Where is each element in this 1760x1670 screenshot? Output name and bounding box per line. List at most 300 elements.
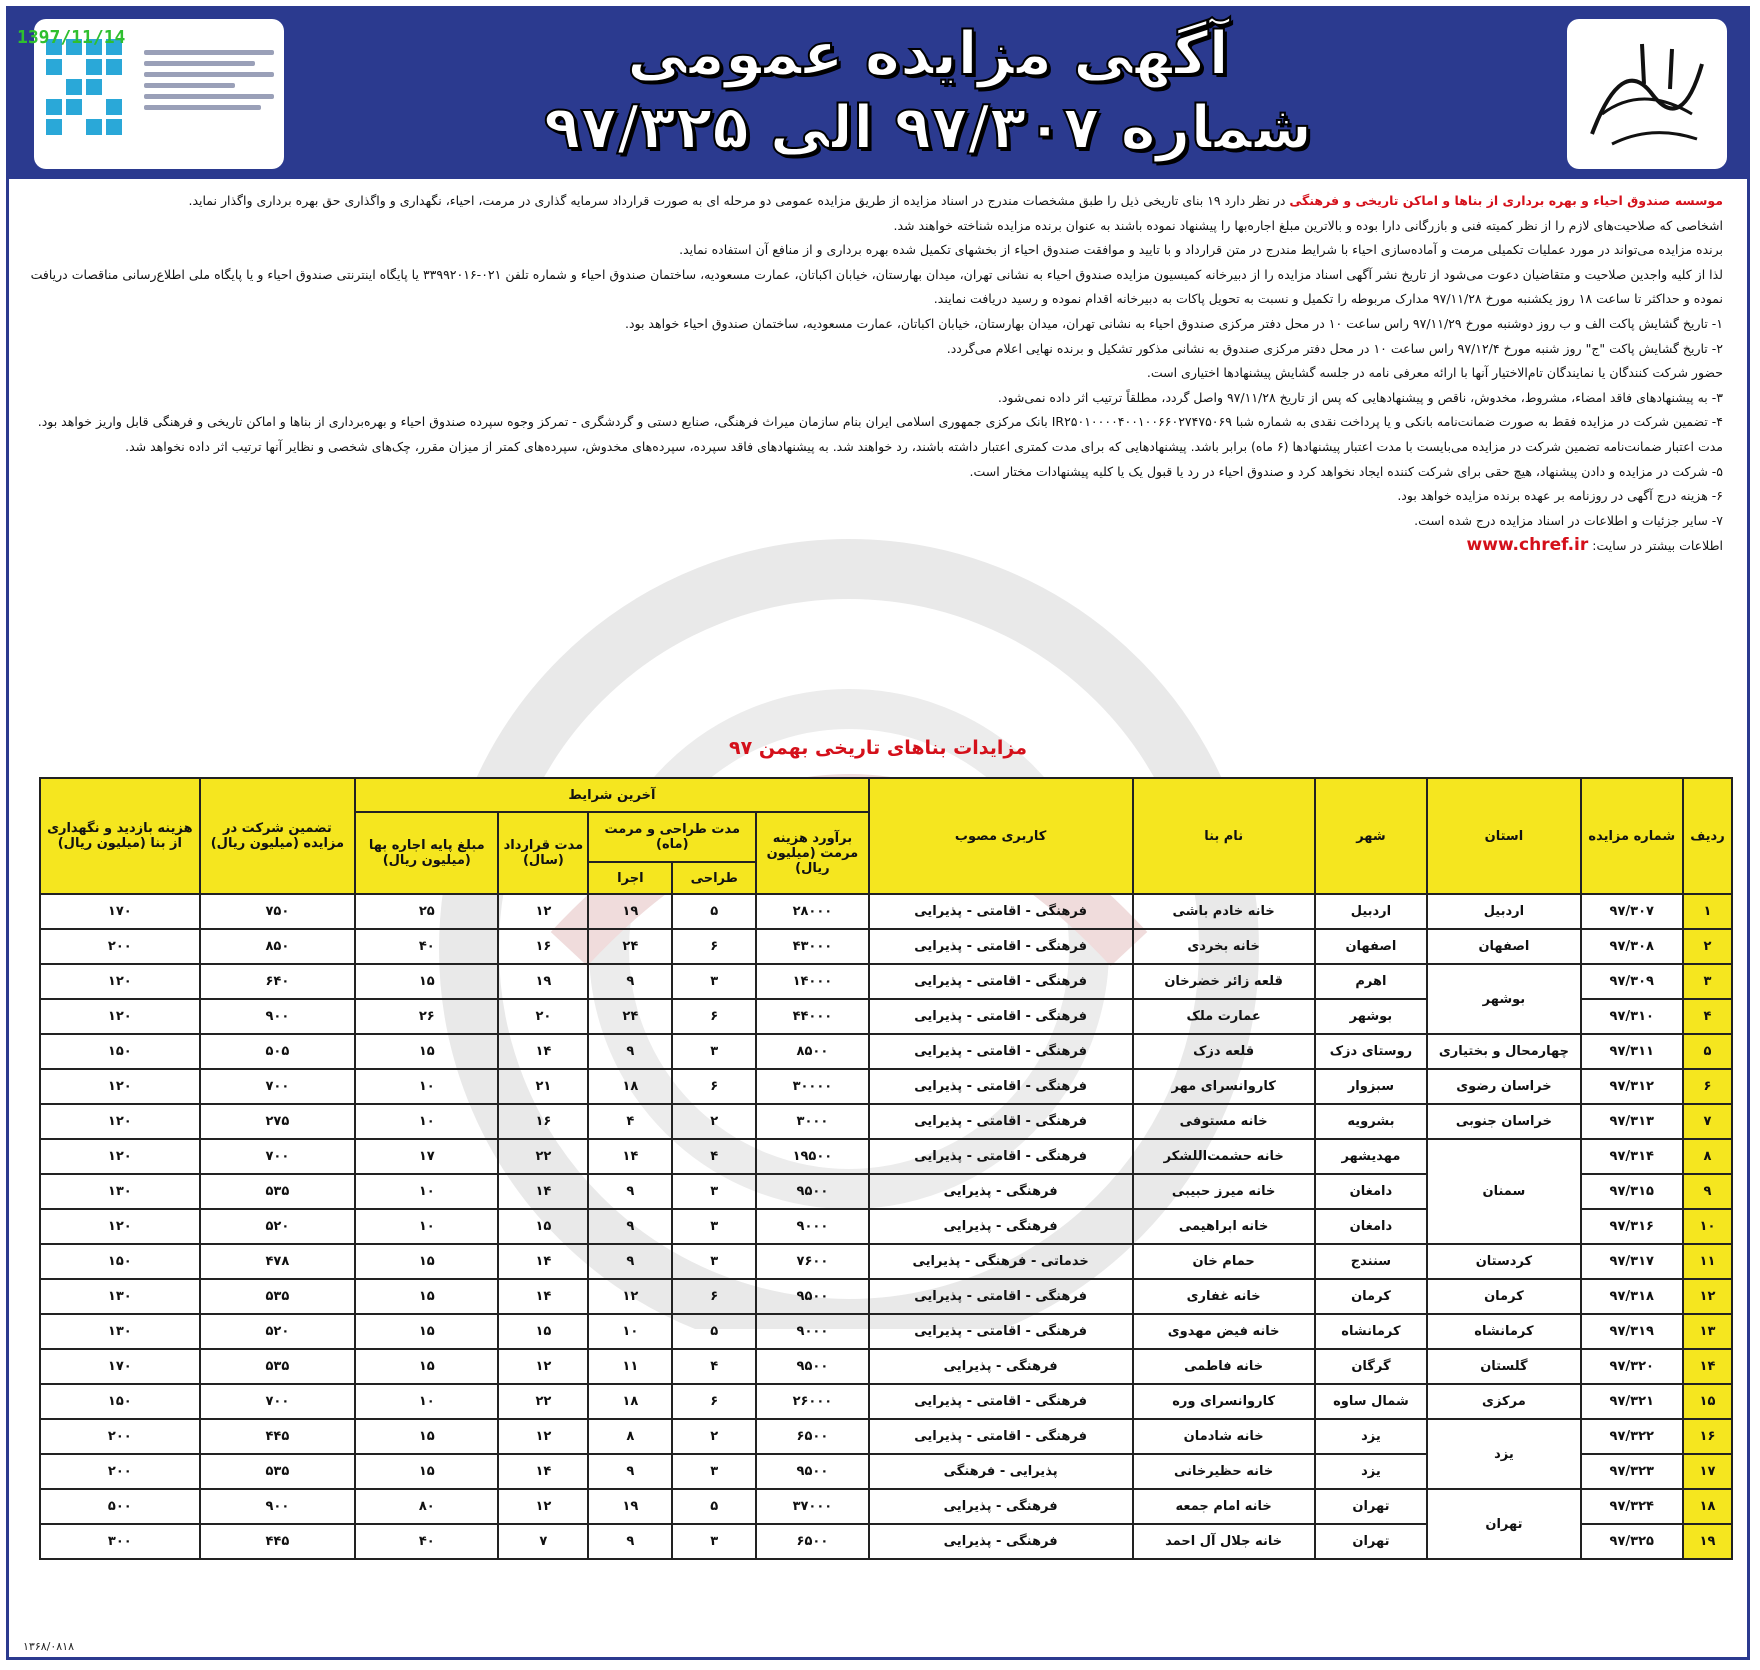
cell-usage: فرهنگی - اقامتی - پذیرایی bbox=[869, 1104, 1133, 1139]
cell-building: خانه جلال آل احمد bbox=[1133, 1524, 1315, 1559]
cell-contract: ۱۹ bbox=[498, 964, 588, 999]
cell-cost-estimate: ۹۵۰۰ bbox=[756, 1454, 869, 1489]
cell-design: ۶ bbox=[672, 1069, 756, 1104]
cell-design: ۶ bbox=[672, 1279, 756, 1314]
cell-contract: ۱۲ bbox=[498, 1489, 588, 1524]
cell-city: کرمان bbox=[1315, 1279, 1428, 1314]
clause-2: ۲- تاریخ گشایش پاکت "ج" روز شنبه مورخ ۹۷/۱۲/۴ راس ساعت ۱۰ در محل دفتر مرکزی صندوق به نشانی مذکور تشکیل و برنده نهایی اعلام می‌گردد. bbox=[946, 340, 1723, 356]
cell-design: ۲ bbox=[672, 1419, 756, 1454]
header-building: نام بنا bbox=[1133, 778, 1315, 894]
advertisement-page bbox=[6, 6, 1750, 1660]
cell-design: ۴ bbox=[672, 1139, 756, 1174]
cell-cost-estimate: ۳۷۰۰۰ bbox=[756, 1489, 869, 1524]
cell-cost-estimate: ۹۵۰۰ bbox=[756, 1174, 869, 1209]
cell-usage: فرهنگی - اقامتی - پذیرایی bbox=[869, 999, 1133, 1034]
header-guarantee: تضمین شرکت در مزایده (میلیون ریال) bbox=[200, 778, 355, 894]
cell-radif: ۱۴ bbox=[1683, 1349, 1732, 1384]
table-title: مزایدات بناهای تاریخی بهمن ۹۷ bbox=[729, 737, 1027, 759]
cell-province: گلستان bbox=[1427, 1349, 1580, 1384]
cell-guarantee: ۷۵۰ bbox=[200, 894, 355, 929]
cell-guarantee: ۶۴۰ bbox=[200, 964, 355, 999]
cell-city: تهران bbox=[1315, 1524, 1428, 1559]
cell-execution: ۴ bbox=[588, 1104, 672, 1139]
footer-code: ۱۳۶۸/۰۸۱۸ bbox=[23, 1640, 74, 1653]
cell-auction-no: ۹۷/۳۱۸ bbox=[1581, 1279, 1683, 1314]
cell-execution: ۱۲ bbox=[588, 1279, 672, 1314]
clause-5: ۵- شرکت در مزایده و دادن پیشنهاد، هیچ حقی برای شرکت کننده ایجاد نخواهد کرد و صندوق احیاء در رد یا قبول یک یا کلیه پیشنهادات مختار است. bbox=[969, 463, 1723, 479]
cell-building: خانه فیض مهدوی bbox=[1133, 1314, 1315, 1349]
cell-cost-estimate: ۳۰۰۰ bbox=[756, 1104, 869, 1139]
cell-ad-cost: ۲۰۰ bbox=[40, 1419, 200, 1454]
auction-table-body bbox=[40, 894, 1732, 1559]
cell-building: خانه خادم باشی bbox=[1133, 894, 1315, 929]
announcement-body bbox=[29, 189, 1723, 559]
cell-execution: ۹ bbox=[588, 1034, 672, 1069]
cell-city: روستای دزک bbox=[1315, 1034, 1428, 1069]
cell-province: خراسان جنوبی bbox=[1427, 1104, 1580, 1139]
cell-cost-estimate: ۹۰۰۰ bbox=[756, 1209, 869, 1244]
table-row bbox=[40, 1349, 1732, 1384]
ad-title: آگهی مزایده عمومی bbox=[627, 19, 1229, 89]
cell-city: دامغان bbox=[1315, 1209, 1428, 1244]
cell-city: بشرویه bbox=[1315, 1104, 1428, 1139]
table-row bbox=[40, 929, 1732, 964]
table-row bbox=[40, 1139, 1732, 1174]
cell-guarantee: ۵۳۵ bbox=[200, 1174, 355, 1209]
cell-auction-no: ۹۷/۳۰۷ bbox=[1581, 894, 1683, 929]
cell-contract: ۱۶ bbox=[498, 929, 588, 964]
cell-rent: ۲۵ bbox=[355, 894, 498, 929]
cell-auction-no: ۹۷/۳۲۰ bbox=[1581, 1349, 1683, 1384]
cell-radif: ۱۱ bbox=[1683, 1244, 1732, 1279]
cell-guarantee: ۵۰۵ bbox=[200, 1034, 355, 1069]
cell-guarantee: ۹۰۰ bbox=[200, 1489, 355, 1524]
cell-building: خانه امام جمعه bbox=[1133, 1489, 1315, 1524]
cell-usage: فرهنگی - پذیرایی bbox=[869, 1489, 1133, 1524]
cell-contract: ۱۲ bbox=[498, 894, 588, 929]
cell-execution: ۱۹ bbox=[588, 1489, 672, 1524]
cell-contract: ۱۴ bbox=[498, 1279, 588, 1314]
cell-ad-cost: ۱۵۰ bbox=[40, 1034, 200, 1069]
header-annual-rent: مبلغ پایه اجاره بها (میلیون ریال) bbox=[355, 812, 498, 894]
cell-cost-estimate: ۱۴۰۰۰ bbox=[756, 964, 869, 999]
cell-city: اردبیل bbox=[1315, 894, 1428, 929]
cell-execution: ۱۸ bbox=[588, 1069, 672, 1104]
header-radif: ردیف bbox=[1683, 778, 1732, 894]
date-stamp: 1397/11/14 bbox=[17, 27, 126, 48]
cell-building: کاروانسرای مهر bbox=[1133, 1069, 1315, 1104]
cell-design: ۳ bbox=[672, 1209, 756, 1244]
cell-rent: ۱۵ bbox=[355, 1034, 498, 1069]
cell-auction-no: ۹۷/۳۲۱ bbox=[1581, 1384, 1683, 1419]
cell-ad-cost: ۱۲۰ bbox=[40, 999, 200, 1034]
ad-number-range: شماره ۹۷/۳۰۷ الی ۹۷/۳۲۵ bbox=[543, 93, 1313, 163]
cell-cost-estimate: ۴۳۰۰۰ bbox=[756, 929, 869, 964]
cell-design: ۶ bbox=[672, 1384, 756, 1419]
cell-usage: فرهنگی - پذیرایی bbox=[869, 1349, 1133, 1384]
more-info bbox=[29, 533, 1723, 559]
table-row bbox=[40, 1314, 1732, 1349]
cell-cost-estimate: ۶۵۰۰ bbox=[756, 1419, 869, 1454]
cell-building: خانه میرز حبیبی bbox=[1133, 1174, 1315, 1209]
cell-ad-cost: ۱۵۰ bbox=[40, 1384, 200, 1419]
cell-radif: ۴ bbox=[1683, 999, 1732, 1034]
cell-usage: فرهنگی - اقامتی - پذیرایی bbox=[869, 964, 1133, 999]
fund-logo-icon bbox=[46, 39, 136, 149]
cell-design: ۴ bbox=[672, 1349, 756, 1384]
intro-paragraph bbox=[29, 189, 1723, 214]
cell-building: خانه شادمان bbox=[1133, 1419, 1315, 1454]
cell-usage: فرهنگی - پذیرایی bbox=[869, 1524, 1133, 1559]
cell-rent: ۱۵ bbox=[355, 1314, 498, 1349]
cell-execution: ۸ bbox=[588, 1419, 672, 1454]
intro-text: در نظر دارد ۱۹ بنای تاریخی ذیل را طبق مشخصات مندرج در اسناد مزایده از طریق مزایده عمومی دو مرحله ای به صورت قرارداد سرمایه گذاری در مرمت، احیاء، نگهداری و واگذاری حق بهره برداری واگذار نماید. bbox=[188, 193, 1286, 208]
cell-building: قلعه دزک bbox=[1133, 1034, 1315, 1069]
cell-execution: ۱۴ bbox=[588, 1139, 672, 1174]
cell-contract: ۱۲ bbox=[498, 1349, 588, 1384]
cell-contract: ۲۲ bbox=[498, 1139, 588, 1174]
cell-ad-cost: ۱۲۰ bbox=[40, 1209, 200, 1244]
cell-ad-cost: ۵۰۰ bbox=[40, 1489, 200, 1524]
cell-execution: ۹ bbox=[588, 1209, 672, 1244]
cell-design: ۳ bbox=[672, 1174, 756, 1209]
cell-contract: ۲۲ bbox=[498, 1384, 588, 1419]
cell-province: کرمانشاه bbox=[1427, 1314, 1580, 1349]
cell-auction-no: ۹۷/۳۱۶ bbox=[1581, 1209, 1683, 1244]
cell-province: بوشهر bbox=[1427, 964, 1580, 1034]
cell-design: ۲ bbox=[672, 1104, 756, 1139]
table-row bbox=[40, 894, 1732, 929]
cell-cost-estimate: ۹۰۰۰ bbox=[756, 1314, 869, 1349]
cell-execution: ۲۴ bbox=[588, 999, 672, 1034]
table-row bbox=[40, 1104, 1732, 1139]
auction-table bbox=[39, 777, 1733, 1560]
cell-guarantee: ۷۰۰ bbox=[200, 1384, 355, 1419]
cell-rent: ۱۰ bbox=[355, 1209, 498, 1244]
header-ad-cost: هزینه بازدید و نگهداری از بنا (میلیون ریال) bbox=[40, 778, 200, 894]
cell-province: کردستان bbox=[1427, 1244, 1580, 1279]
cell-province: مرکزی bbox=[1427, 1384, 1580, 1419]
cell-usage: فرهنگی - اقامتی - پذیرایی bbox=[869, 1034, 1133, 1069]
cell-design: ۶ bbox=[672, 999, 756, 1034]
table-row bbox=[40, 1034, 1732, 1069]
cell-building: خانه مستوفی bbox=[1133, 1104, 1315, 1139]
cell-auction-no: ۹۷/۳۱۰ bbox=[1581, 999, 1683, 1034]
cell-execution: ۹ bbox=[588, 1454, 672, 1489]
cell-building: خانه غفاری bbox=[1133, 1279, 1315, 1314]
cell-rent: ۱۰ bbox=[355, 1384, 498, 1419]
cell-auction-no: ۹۷/۳۲۳ bbox=[1581, 1454, 1683, 1489]
cell-city: گرگان bbox=[1315, 1349, 1428, 1384]
cell-contract: ۱۴ bbox=[498, 1454, 588, 1489]
table-row bbox=[40, 964, 1732, 999]
cell-building: عمارت ملک bbox=[1133, 999, 1315, 1034]
cell-usage: فرهنگی - پذیرایی bbox=[869, 1174, 1133, 1209]
cell-design: ۳ bbox=[672, 1524, 756, 1559]
cell-ad-cost: ۱۲۰ bbox=[40, 1104, 200, 1139]
header-last-conditions: آخرین شرایط bbox=[355, 778, 869, 812]
cell-guarantee: ۸۵۰ bbox=[200, 929, 355, 964]
cell-usage: فرهنگی - اقامتی - پذیرایی bbox=[869, 1139, 1133, 1174]
cell-auction-no: ۹۷/۳۱۹ bbox=[1581, 1314, 1683, 1349]
cell-execution: ۹ bbox=[588, 964, 672, 999]
cell-design: ۵ bbox=[672, 894, 756, 929]
cell-ad-cost: ۱۳۰ bbox=[40, 1174, 200, 1209]
cell-province: خراسان رضوی bbox=[1427, 1069, 1580, 1104]
cell-guarantee: ۵۲۰ bbox=[200, 1314, 355, 1349]
cell-province: یزد bbox=[1427, 1419, 1580, 1489]
header-execution: اجرا bbox=[588, 862, 672, 894]
attendance-note: حضور شرکت کنندگان یا نمایندگان تام‌الاختیار آنها با ارائه معرفی نامه در جلسه گشایش پیشنهادها اختیاری است. bbox=[1146, 365, 1723, 381]
cell-design: ۶ bbox=[672, 929, 756, 964]
cell-guarantee: ۷۰۰ bbox=[200, 1139, 355, 1174]
cell-city: اصفهان bbox=[1315, 929, 1428, 964]
cell-usage: فرهنگی - اقامتی - پذیرایی bbox=[869, 1279, 1133, 1314]
cell-city: یزد bbox=[1315, 1419, 1428, 1454]
cell-auction-no: ۹۷/۳۲۲ bbox=[1581, 1419, 1683, 1454]
cell-execution: ۱۸ bbox=[588, 1384, 672, 1419]
cell-usage: فرهنگی - اقامتی - پذیرایی bbox=[869, 1419, 1133, 1454]
cell-rent: ۱۵ bbox=[355, 1244, 498, 1279]
cell-usage: فرهنگی - اقامتی - پذیرایی bbox=[869, 1384, 1133, 1419]
cell-usage: فرهنگی - اقامتی - پذیرایی bbox=[869, 894, 1133, 929]
cell-ad-cost: ۱۷۰ bbox=[40, 894, 200, 929]
cell-building: خانه بخردی bbox=[1133, 929, 1315, 964]
cell-city: یزد bbox=[1315, 1454, 1428, 1489]
cell-radif: ۱۰ bbox=[1683, 1209, 1732, 1244]
cell-rent: ۱۵ bbox=[355, 1454, 498, 1489]
cell-contract: ۱۶ bbox=[498, 1104, 588, 1139]
cell-auction-no: ۹۷/۳۱۱ bbox=[1581, 1034, 1683, 1069]
cell-ad-cost: ۲۰۰ bbox=[40, 1454, 200, 1489]
cell-rent: ۴۰ bbox=[355, 1524, 498, 1559]
cell-cost-estimate: ۶۵۰۰ bbox=[756, 1524, 869, 1559]
table-row bbox=[40, 1069, 1732, 1104]
paragraph-winner-rights: برنده مزایده می‌تواند در مورد عملیات تکمیلی مرمت و آماده‌سازی احیاء با شرایط مندرج در متن قرارداد و با تایید و موافقت صندوق احیاء از بخشهای تکمیل شده بهره برداری و از منافع آن استفاده نماید. bbox=[679, 242, 1723, 258]
cell-execution: ۲۴ bbox=[588, 929, 672, 964]
cell-usage: فرهنگی - پذیرایی bbox=[869, 1209, 1133, 1244]
cell-city: مهدیشهر bbox=[1315, 1139, 1428, 1174]
cell-radif: ۱۵ bbox=[1683, 1384, 1732, 1419]
cell-design: ۳ bbox=[672, 1454, 756, 1489]
cell-cost-estimate: ۴۴۰۰۰ bbox=[756, 999, 869, 1034]
cell-guarantee: ۴۷۸ bbox=[200, 1244, 355, 1279]
fund-logo-text-lines bbox=[144, 44, 274, 116]
cell-auction-no: ۹۷/۳۱۲ bbox=[1581, 1069, 1683, 1104]
cell-rent: ۱۰ bbox=[355, 1174, 498, 1209]
header-banner bbox=[9, 9, 1747, 179]
cell-usage: فرهنگی - اقامتی - پذیرایی bbox=[869, 929, 1133, 964]
cell-design: ۵ bbox=[672, 1314, 756, 1349]
cell-rent: ۱۰ bbox=[355, 1069, 498, 1104]
cell-building: کاروانسرای وره bbox=[1133, 1384, 1315, 1419]
clause-1: ۱- تاریخ گشایش پاکت الف و ب روز دوشنبه مورخ ۹۷/۱۱/۲۹ راس ساعت ۱۰ در محل دفتر مرکزی صندوق احیاء به نشانی تهران، میدان بهارستان، خیابان اکباتان، عمارت مسعودیه، ساختمان صندوق احیاء خواهد بود. bbox=[624, 315, 1723, 331]
header-province: استان bbox=[1427, 778, 1580, 894]
cell-usage: فرهنگی - اقامتی - پذیرایی bbox=[869, 1069, 1133, 1104]
cell-building: خانه حظیرخانی bbox=[1133, 1454, 1315, 1489]
cell-rent: ۲۶ bbox=[355, 999, 498, 1034]
cell-ad-cost: ۱۳۰ bbox=[40, 1279, 200, 1314]
cell-rent: ۱۵ bbox=[355, 964, 498, 999]
cell-radif: ۱۳ bbox=[1683, 1314, 1732, 1349]
cell-guarantee: ۵۳۵ bbox=[200, 1349, 355, 1384]
cell-contract: ۱۴ bbox=[498, 1244, 588, 1279]
cell-execution: ۹ bbox=[588, 1244, 672, 1279]
cell-building: خانه فاطمی bbox=[1133, 1349, 1315, 1384]
cell-ad-cost: ۱۲۰ bbox=[40, 964, 200, 999]
cell-building: خانه ابراهیمی bbox=[1133, 1209, 1315, 1244]
cell-cost-estimate: ۲۶۰۰۰ bbox=[756, 1384, 869, 1419]
header-design: طراحی bbox=[672, 862, 756, 894]
cell-rent: ۱۷ bbox=[355, 1139, 498, 1174]
cell-guarantee: ۵۳۵ bbox=[200, 1279, 355, 1314]
table-row bbox=[40, 1419, 1732, 1454]
cell-cost-estimate: ۹۵۰۰ bbox=[756, 1279, 869, 1314]
header-usage: کاربری مصوب bbox=[869, 778, 1133, 894]
cell-ad-cost: ۲۰۰ bbox=[40, 929, 200, 964]
cell-contract: ۱۵ bbox=[498, 1209, 588, 1244]
cell-usage: فرهنگی - اقامتی - پذیرایی bbox=[869, 1314, 1133, 1349]
cell-ad-cost: ۱۲۰ bbox=[40, 1139, 200, 1174]
cell-execution: ۱۹ bbox=[588, 894, 672, 929]
cell-rent: ۱۵ bbox=[355, 1419, 498, 1454]
cell-contract: ۱۲ bbox=[498, 1419, 588, 1454]
cell-guarantee: ۲۷۵ bbox=[200, 1104, 355, 1139]
header-auction-no: شماره مزایده bbox=[1581, 778, 1683, 894]
cell-auction-no: ۹۷/۳۱۳ bbox=[1581, 1104, 1683, 1139]
cell-building: حمام خان bbox=[1133, 1244, 1315, 1279]
cell-auction-no: ۹۷/۳۲۴ bbox=[1581, 1489, 1683, 1524]
table-row bbox=[40, 1384, 1732, 1419]
cell-province: کرمان bbox=[1427, 1279, 1580, 1314]
cell-execution: ۹ bbox=[588, 1174, 672, 1209]
cell-radif: ۱۲ bbox=[1683, 1279, 1732, 1314]
cell-cost-estimate: ۸۵۰۰ bbox=[756, 1034, 869, 1069]
header-design-period: مدت طراحی و مرمت (ماه) bbox=[588, 812, 756, 862]
cell-contract: ۱۴ bbox=[498, 1034, 588, 1069]
cell-guarantee: ۵۲۰ bbox=[200, 1209, 355, 1244]
cell-rent: ۱۰ bbox=[355, 1104, 498, 1139]
table-row bbox=[40, 1244, 1732, 1279]
paragraph-invitation: لذا از کلیه واجدین صلاحیت و متقاضیان دعوت می‌شود از تاریخ نشر آگهی اسناد مزایده را از دبیرخانه کمیسیون مزایده صندوق احیاء به نشانی تهران، میدان بهارستان، خیابان اکباتان، عمارت مسعودیه، ساختمان صندوق احیاء و شماره تلفن ۰۲۱-۳۳۹۹۲۰۱۶ یا پایگاه اینترنتی صندوق احیاء و یا پایگاه ملی اطلاع‌رسانی مناقصات دریافت نموده و حداکثر تا ساعت ۱۸ روز یکشنبه مورخ ۹۷/۱۱/۲۸ مدارک مربوطه را تکمیل و نسبت به تحویل پاکات به دبیرخانه اقدام نموده و رسید دریافت نمایند. bbox=[30, 266, 1723, 307]
cell-city: دامغان bbox=[1315, 1174, 1428, 1209]
cell-execution: ۹ bbox=[588, 1524, 672, 1559]
cell-auction-no: ۹۷/۳۱۴ bbox=[1581, 1139, 1683, 1174]
cell-radif: ۸ bbox=[1683, 1139, 1732, 1174]
paragraph-qualification: اشخاصی که صلاحیت‌های لازم را از نظر کمیته فنی و بازرگانی دارا بوده و بالاترین مبلغ اجاره‌بها را پیشنهاد نموده باشند به عنوان برنده مزایده شناخته خواهند شد. bbox=[893, 217, 1723, 233]
cell-cost-estimate: ۲۸۰۰۰ bbox=[756, 894, 869, 929]
cell-contract: ۲۱ bbox=[498, 1069, 588, 1104]
cell-guarantee: ۴۴۵ bbox=[200, 1419, 355, 1454]
cell-radif: ۷ bbox=[1683, 1104, 1732, 1139]
cell-ad-cost: ۱۷۰ bbox=[40, 1349, 200, 1384]
cell-city: شمال ساوه bbox=[1315, 1384, 1428, 1419]
header-cost-estimate: برآورد هزینه مرمت (میلیون ریال) bbox=[756, 812, 869, 894]
cell-radif: ۱۷ bbox=[1683, 1454, 1732, 1489]
cell-usage: پذیرایی - فرهنگی bbox=[869, 1454, 1133, 1489]
cell-cost-estimate: ۷۶۰۰ bbox=[756, 1244, 869, 1279]
clause-7: ۷- سایر جزئیات و اطلاعات در اسناد مزایده درج شده است. bbox=[1414, 512, 1723, 528]
more-info-label: اطلاعات بیشتر در سایت: bbox=[1592, 538, 1723, 554]
cell-contract: ۱۵ bbox=[498, 1314, 588, 1349]
cell-province: اصفهان bbox=[1427, 929, 1580, 964]
intro-organization: موسسه صندوق احیاء و بهره برداری از بناها و اماکن تاریخی و فرهنگی bbox=[1289, 193, 1723, 208]
cell-auction-no: ۹۷/۳۱۵ bbox=[1581, 1174, 1683, 1209]
cell-rent: ۸۰ bbox=[355, 1489, 498, 1524]
cell-province: تهران bbox=[1427, 1489, 1580, 1559]
cell-radif: ۱۹ bbox=[1683, 1524, 1732, 1559]
cell-cost-estimate: ۳۰۰۰۰ bbox=[756, 1069, 869, 1104]
cell-building: خانه حشمت‌اللشکر bbox=[1133, 1139, 1315, 1174]
cell-execution: ۱۰ bbox=[588, 1314, 672, 1349]
cell-auction-no: ۹۷/۳۲۵ bbox=[1581, 1524, 1683, 1559]
cell-ad-cost: ۱۲۰ bbox=[40, 1069, 200, 1104]
cell-radif: ۶ bbox=[1683, 1069, 1732, 1104]
cell-ad-cost: ۳۰۰ bbox=[40, 1524, 200, 1559]
cell-ad-cost: ۱۵۰ bbox=[40, 1244, 200, 1279]
cell-rent: ۱۵ bbox=[355, 1349, 498, 1384]
cell-contract: ۷ bbox=[498, 1524, 588, 1559]
cell-rent: ۱۵ bbox=[355, 1279, 498, 1314]
cell-execution: ۱۱ bbox=[588, 1349, 672, 1384]
cell-auction-no: ۹۷/۳۰۹ bbox=[1581, 964, 1683, 999]
table-row bbox=[40, 1279, 1732, 1314]
cell-design: ۵ bbox=[672, 1489, 756, 1524]
cell-building: قلعه زائر خضرخان bbox=[1133, 964, 1315, 999]
clause-4: ۴- تضمین شرکت در مزایده فقط به صورت ضمانت‌نامه بانکی و یا پرداخت نقدی به شماره شبا IR۲۵۰۱۰۰۰۰۴۰۰۱۰۰۶۶۰۲۷۴۷۵۰۶۹ بانک مرکزی جمهوری اسلامی ایران بنام سازمان میراث فرهنگی، صنایع دستی و گردشگری - تمرکز وجوه سپرده صندوق احیاء و بهره‌برداری از بناها و اماکن تاریخی و فرهنگی قابل واریز خواهد بود. مدت اعتبار ضمانت‌نامه تضمین شرکت در مزایده می‌بایست با مدت اعتبار پیشنهادها (۶ ماه) برابر باشد. پیشنهادهایی که برای مدت کمتری اعتبار داشته باشند، رد خواهند شد. به پیشنهادهای فاقد سپرده، سپرده‌های مخدوش، سپرده‌های کمتر از میزان مقرر، چک‌های شخصی و نظایر آنها ترتیب اثر داده نخواهد شد. bbox=[37, 414, 1723, 454]
cell-city: کرمانشاه bbox=[1315, 1314, 1428, 1349]
cell-radif: ۹ bbox=[1683, 1174, 1732, 1209]
clause-6: ۶- هزینه درج آگهی در روزنامه بر عهده برنده مزایده خواهد بود. bbox=[1397, 488, 1723, 504]
cell-province: چهارمحال و بختیاری bbox=[1427, 1034, 1580, 1069]
cell-design: ۳ bbox=[672, 1034, 756, 1069]
cell-city: تهران bbox=[1315, 1489, 1428, 1524]
cell-province: اردبیل bbox=[1427, 894, 1580, 929]
cell-radif: ۳ bbox=[1683, 964, 1732, 999]
cell-rent: ۴۰ bbox=[355, 929, 498, 964]
cell-usage: خدماتی - فرهنگی - پذیرایی bbox=[869, 1244, 1133, 1279]
cell-city: سبزوار bbox=[1315, 1069, 1428, 1104]
cell-guarantee: ۷۰۰ bbox=[200, 1069, 355, 1104]
heritage-organization-calligraphy-logo bbox=[1567, 19, 1727, 169]
cell-auction-no: ۹۷/۳۰۸ bbox=[1581, 929, 1683, 964]
cell-radif: ۵ bbox=[1683, 1034, 1732, 1069]
cell-guarantee: ۵۳۵ bbox=[200, 1454, 355, 1489]
cell-radif: ۱۸ bbox=[1683, 1489, 1732, 1524]
table-row bbox=[40, 1489, 1732, 1524]
clause-3: ۳- به پیشنهادهای فاقد امضاء، مشروط، مخدوش، ناقص و پیشنهادهایی که پس از تاریخ ۹۷/۱۱/۲۸ واصل گردد، مطلقاً ترتیب اثر داده نمی‌شود. bbox=[997, 389, 1723, 405]
cell-contract: ۲۰ bbox=[498, 999, 588, 1034]
header-contract-period: مدت قرارداد (سال) bbox=[498, 812, 588, 894]
cell-cost-estimate: ۱۹۵۰۰ bbox=[756, 1139, 869, 1174]
cell-cost-estimate: ۹۵۰۰ bbox=[756, 1349, 869, 1384]
cell-radif: ۱۶ bbox=[1683, 1419, 1732, 1454]
cell-radif: ۲ bbox=[1683, 929, 1732, 964]
cell-guarantee: ۹۰۰ bbox=[200, 999, 355, 1034]
cell-city: سنندج bbox=[1315, 1244, 1428, 1279]
cell-auction-no: ۹۷/۳۱۷ bbox=[1581, 1244, 1683, 1279]
cell-ad-cost: ۱۳۰ bbox=[40, 1314, 200, 1349]
title-block bbox=[309, 17, 1547, 167]
cell-design: ۳ bbox=[672, 964, 756, 999]
cell-radif: ۱ bbox=[1683, 894, 1732, 929]
cell-province: سمنان bbox=[1427, 1139, 1580, 1244]
cell-city: بوشهر bbox=[1315, 999, 1428, 1034]
cell-guarantee: ۴۴۵ bbox=[200, 1524, 355, 1559]
calligraphy-logo-icon bbox=[1582, 34, 1712, 154]
cell-design: ۳ bbox=[672, 1244, 756, 1279]
website-link[interactable]: www.chref.ir bbox=[1466, 535, 1589, 556]
